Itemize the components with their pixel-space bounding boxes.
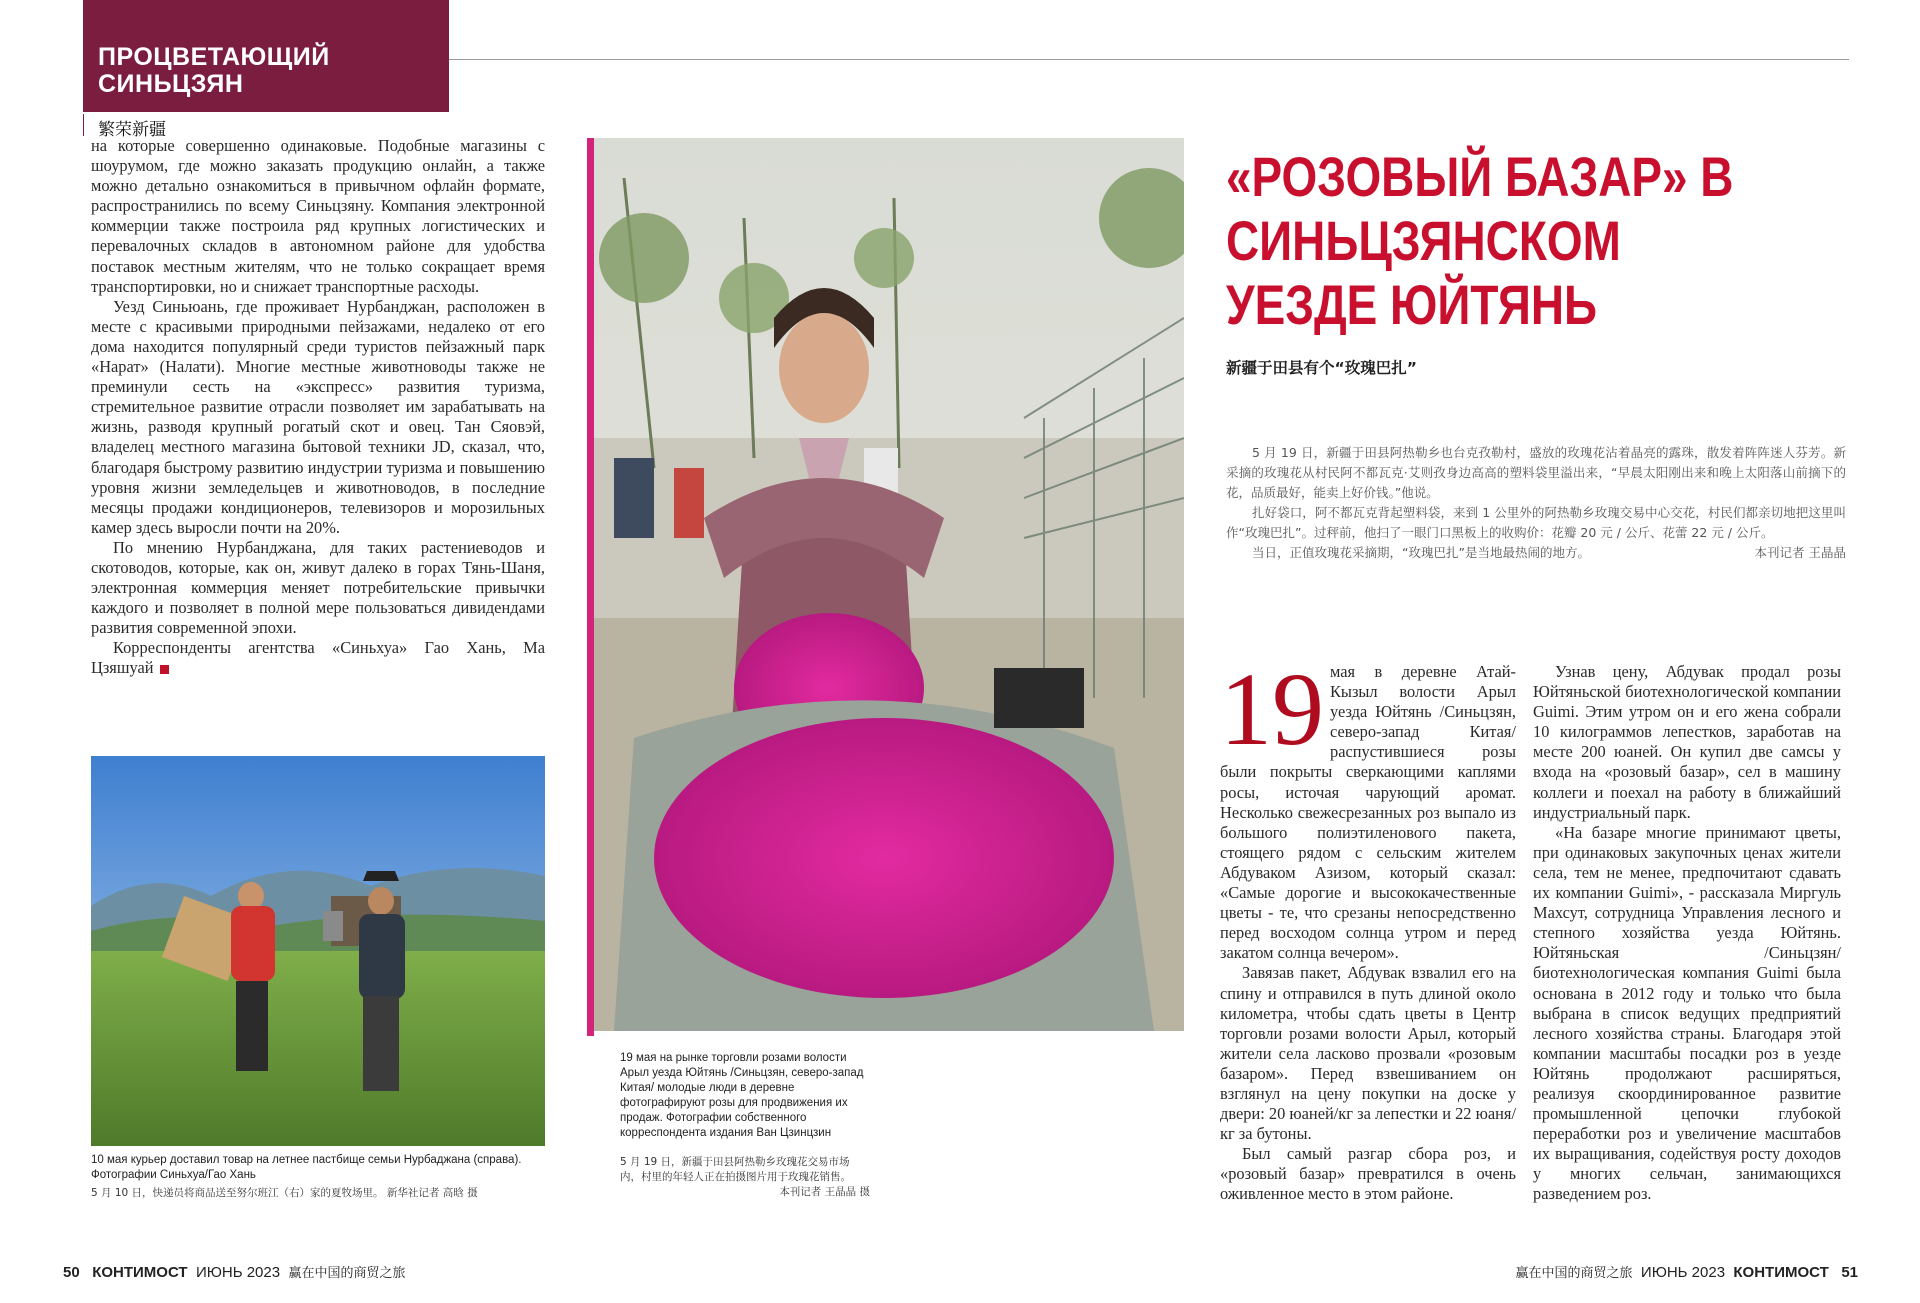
end-mark-icon: [160, 665, 169, 674]
rose-caption-cn-text: 5 月 19 日，新疆于田县阿热勒乡玫瑰花交易市场内，村里的年轻人正在拍摄图片用于玫瑰花销售。: [620, 1156, 851, 1183]
header-rule: [449, 59, 1849, 60]
left-paragraph-2: Уезд Синьюань, где проживает Нурбанджан, расположен в месте с красивыми природными пейзажами, недалеко от его дома находится популярный среди туристов пейзажный парк «Нарат» (Налати). Многие местные животноводы также не преминули сесть на «экспресс» развития туризма, стремительное развитие отрасли позволяет им зарабатывать на жизнь, разводя крупный рогатый скот и овец. Тан Сяовэй, владелец местного магазина бытовой техники JD, сказал, что, благодаря быстрому развитию индустрии туризма и повышению уровня жизни земледельцев и животноводов, в последние месяцы продажи кондиционеров, телевизоров и морозильных камер здесь выросли почти на 20%.: [91, 296, 545, 537]
left-article-column: [91, 136, 545, 679]
page-number-right: 51: [1841, 1264, 1858, 1281]
photo-accent-bar: [587, 138, 594, 1036]
right-col2-paragraph-2: «На базаре многие принимают цветы, при одинаковых закупочных ценах жители села, тем не менее, предпочитают сдавать их компании Guimi», - рассказала Миргуль Махсут, сотрудница Управления лесного и степного хозяйства уезда Юйтянь. Юйтяньская /Синьцзян/ биотехнологическая компания Guimi была основана в 2012 году и только что была выбрана в список ведущих предприятий лесного хозяйства страны. Благодаря этой компании масштабы посадки роз в уезде Юйтянь продолжают расширяться, реализуя скоординированное развитие промышленной цепочки глубокой переработки роз и увеличение масштабов их выращивания, содействуя росту доходов у многих сельчан, занимающихся разведением роз.: [1533, 822, 1841, 1204]
intro-cn-paragraph-3: [1226, 543, 1846, 563]
rose-caption-cn-credit: 本刊记者 王晶晶 摄: [779, 1186, 870, 1198]
intro-cn-paragraph-1: 5 月 19 日，新疆于田县阿热勒乡也台克孜勒村，盛放的玫瑰花沾着晶亮的露珠，散发着阵阵迷人芬芳。新采摘的玫瑰花从村民阿不都瓦克·艾则孜身边高高的塑料袋里溢出来，“早晨太阳刚出来和晚上太阳落山前摘下的花，品质最好，能卖上好价钱。”他说。: [1226, 445, 1846, 500]
intro-cn-text-3: 当日，正值玫瑰花采摘期，“玫瑰巴扎”是当地最热闹的地方。: [1252, 545, 1590, 560]
article-headline: «РОЗОВЫЙ БАЗАР» В СИНЬЦЗЯНСКОМ УЕЗДЕ ЮЙТЯНЬ: [1226, 145, 1734, 336]
article-intro-cn: [1226, 443, 1846, 563]
author-credit: Корреспонденты агентства «Синьхуа» Гао Хань, Ма Цзяшуай: [91, 638, 545, 678]
header-tick: [83, 114, 84, 136]
courier-photo: [91, 756, 545, 1146]
left-paragraph-4: [91, 638, 545, 678]
rose-girl-photo-image: [594, 138, 1184, 1031]
right-article-column-1: [1220, 652, 1516, 1205]
page-number-left: 50: [63, 1264, 80, 1281]
left-paragraph-3: По мнению Нурбанджана, для таких растениеводов и скотоводов, которые, как он, живут далеко в горах Тянь-Шаня, электронная коммерция меняет потребительские привычки каждого и позволяет в полной мере пользоваться дивидендами развития современной эпохи.: [91, 537, 545, 638]
slogan-cn-left: 赢在中国的商贸之旅: [288, 1266, 406, 1281]
rose-girl-photo: [594, 138, 1184, 1031]
section-title-cn: 繁荣新疆: [98, 120, 166, 140]
drop-cap: 19: [1220, 652, 1324, 767]
rose-caption-ru: 19 мая на рынке торговли розами волости Арыл уезда Юйтянь /Синьцзян, северо-запад Китая/ молодые люди в деревне фотографируют розы для продвижения их продаж. Фотографии собственного корреспондента издания Ван Цзинцзин: [620, 1052, 864, 1139]
section-title-line1: ПРОЦВЕТАЮЩИЙ: [98, 43, 330, 71]
right-article-column-2: [1533, 662, 1841, 1205]
intro-cn-paragraph-2: 扎好袋口，阿不都瓦克背起塑料袋，来到 1 公里外的阿热勒乡玫瑰交易中心交花，村民们都亲切地把这里叫作“玫瑰巴扎”。过秤前，他扫了一眼门口黑板上的收购价：花瓣 20 元 / 公斤、花蕾 22 元 / 公斤。: [1226, 505, 1846, 540]
footer-right: [1516, 1262, 1858, 1281]
courier-caption-ru: 10 мая курьер доставил товар на летнее пастбище семьи Нурбаджана (справа). Фотографии Синьхуа/Гао Хань: [91, 1154, 522, 1181]
rose-caption-cn: [620, 1155, 870, 1200]
right-col1-paragraph-2: Завязав пакет, Абдувак взвалил его на спину и отправился в путь длиной около километра, чтобы сдать цветы в Центр торговли розами волости Арыл, который жители села ласково прозвали «розовым базаром». Перед взвешиванием он взглянул на цену покупки на доске у двери: 20 юаней/кг за лепестки и 22 юаня/кг за бутоны.: [1220, 963, 1516, 1144]
magazine-name-right: КОНТИМОСТ: [1733, 1264, 1829, 1281]
right-col1-paragraph-1: [1220, 652, 1516, 963]
section-title: [98, 44, 438, 98]
right-col1-paragraph-3: Был самый разгар сбора роз, и «розовый базар» превратился в очень оживленное место в этом районе.: [1220, 1144, 1516, 1204]
courier-photo-image: [91, 756, 545, 1146]
intro-cn-credit: 本刊记者 王晶晶: [1754, 545, 1846, 560]
right-col2-paragraph-1: Узнав цену, Абдувак продал розы Юйтяньской биотехнологической компании Guimi. Этим утром он и его жена собрали 10 килограммов лепестков, заработав на месте 200 юаней. Он купил две самсы у входа на «розовый базар», сел в машину коллеги и поехал на работу в ближайший индустриальный парк.: [1533, 662, 1841, 822]
issue-date-left: ИЮНЬ 2023: [195, 1264, 281, 1281]
magazine-name-left: КОНТИМОСТ: [92, 1264, 188, 1281]
courier-caption-cn: 5 月 10 日，快递员将商品送至努尔班江（右）家的夏牧场里。 新华社记者 高晗 摄: [91, 1187, 478, 1199]
issue-date-right: ИЮНЬ 2023: [1640, 1264, 1726, 1281]
footer-left: [63, 1262, 405, 1281]
slogan-cn-right: 赢在中国的商贸之旅: [1515, 1266, 1633, 1281]
section-title-line2: СИНЬЦЗЯН: [98, 70, 244, 98]
right-col1-paragraph-1-text: мая в деревне Атай-Кызыл волости Арыл уезда Юйтянь /Синьцзян, северо-запад Китая/ распустившиеся розы были покрыты сверкающими каплями росы, источая чарующий аромат. Несколько свежесрезанных роз выпало из большого полиэтиленового пакета, стоящего рядом с сельским жителем Абдуваком Азизом, который сказал: «Самые дорогие и высококачественные цветы - те, что срезаны непосредственно перед восходом солнца утром и перед закатом солнца вечером».: [1220, 662, 1516, 963]
article-subtitle-cn: 新疆于田县有个“玫瑰巴扎”: [1226, 359, 1417, 377]
left-paragraph-1: на которые совершенно одинаковые. Подобные магазины с шоурумом, где можно заказать продукцию онлайн, а также можно детально ознакомиться в привычном офлайн формате, распространились по всему Синьцзяну. Компания электронной коммерции также построила ряд крупных логистических и перевалочных складов в автономном районе для удобства поставок местным жителям, что не только сокращает время транспортировки, но и снижает транспортные расходы.: [91, 136, 545, 296]
